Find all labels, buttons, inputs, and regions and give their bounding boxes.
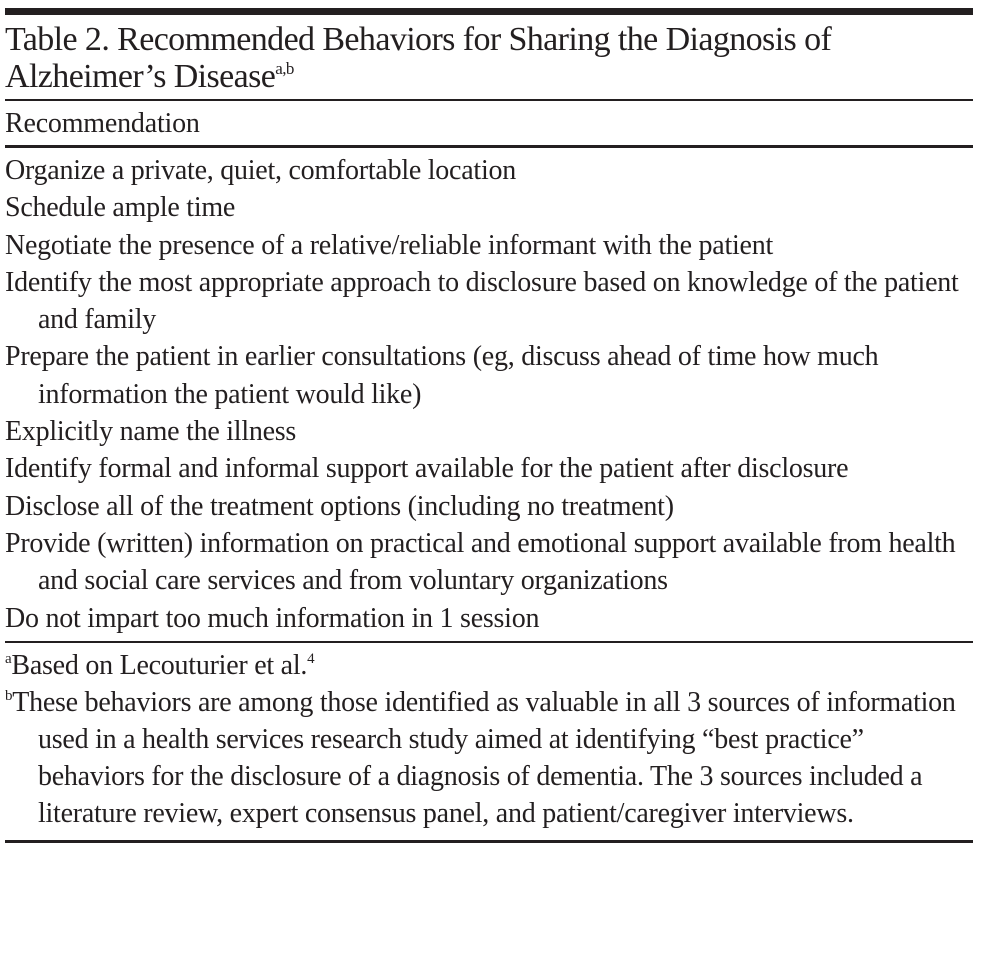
footnote-mark: b: [5, 687, 13, 704]
table-title: [5, 21, 973, 95]
reference-number: 4: [307, 650, 315, 667]
table-2: [5, 8, 973, 843]
table-row: Organize a private, quiet, comfortable location: [5, 155, 516, 186]
table-row: Schedule ample time: [5, 192, 236, 224]
footnote-text: These behaviors are among those identified as valuable in all 3 sources of information used in a health services research study aimed at identifying “best practice” behaviors for the disclosure of a diagnosis of dementia. The 3 sources included a literature review, expert consensus panel, and patient/caregiver interviews.: [12, 686, 956, 829]
table-row: Identify formal and informal support available for the patient after disclosure: [5, 453, 849, 485]
table-row: Negotiate the presence of a relative/reliable informant with the patient: [5, 229, 773, 261]
bottom-rule: [5, 840, 973, 843]
table-title-text: Table 2. Recommended Behaviors for Sharing the Diagnosis of Alzheimer’s Disease: [5, 21, 832, 95]
table-body: [5, 148, 973, 641]
table-row: Explicitly name the illness: [5, 416, 297, 448]
footnotes: [5, 643, 973, 840]
table-row: Disclose all of the treatment options (including no treatment): [5, 490, 674, 522]
footnote-b: [5, 684, 973, 832]
footnote-mark: a: [5, 650, 12, 667]
footnote-text: Based on Lecouturier et al.: [11, 649, 308, 681]
table-row: Do not impart too much information in 1 session: [5, 602, 540, 634]
table-row: Provide (written) information on practical and emotional support available from health and social care services and from voluntary organizations: [5, 527, 956, 597]
table-row: Identify the most appropriate approach to disclosure based on knowledge of the patient and family: [5, 266, 959, 336]
title-footnote-marks: a,b: [275, 59, 294, 78]
top-rule: [5, 8, 973, 15]
table-row: Prepare the patient in earlier consultations (eg, discuss ahead of time how much information the patient would like): [5, 341, 879, 410]
column-header: Recommendation: [5, 108, 200, 139]
footnote-a: [5, 647, 973, 684]
